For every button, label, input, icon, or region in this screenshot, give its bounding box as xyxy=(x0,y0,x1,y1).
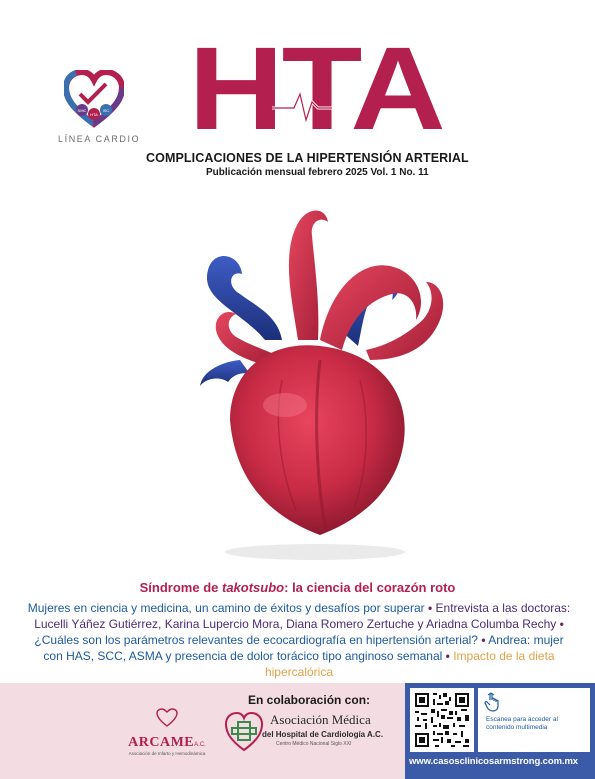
contents-item: Impacto de la dieta hipercalórica xyxy=(264,649,555,679)
main-headline: Síndrome de takotsubo: la ciencia del corazón roto xyxy=(139,580,456,595)
svg-text:SMC: SMC xyxy=(77,108,87,113)
qr-code-icon xyxy=(413,691,471,749)
website-url-link[interactable]: www.casosclinicosarmstrong.com.mx xyxy=(409,756,578,767)
contents-item: ¿Cuáles son los parámetros relevantes de ecocardiografía en hipertensión arterial? xyxy=(34,633,478,647)
arcame-caption: Asociación de Infarto y Hemodinámica xyxy=(128,751,206,756)
contents-item: Entrevista a las doctoras: Lucelli Yáñez Gutiérrez, Karina Lupercio Mora, Diana Romero Zertuche y Ariadna Columba Rechy xyxy=(34,601,571,631)
arcame-logo: ARCAMEA.C. Asociación de Infarto y Hemodinámica xyxy=(122,708,212,764)
scan-instructions: Escanea para acceder al contenido multimedia xyxy=(486,716,558,731)
svg-text:ISC: ISC xyxy=(102,108,110,113)
tap-hand-icon xyxy=(484,692,502,712)
amhc-logo xyxy=(222,706,392,766)
contents-item: Andrea: mujer con HAS, SCC, ASMA y presencia de dolor torácico tipo anginoso semanal xyxy=(43,633,564,663)
amhc-subname: del Hospital de Cardiología A.C. xyxy=(262,730,384,739)
heart-outline-icon xyxy=(155,708,179,728)
medical-cross-heart-icon xyxy=(224,710,264,754)
qr-code[interactable] xyxy=(410,688,474,752)
ecg-line-icon xyxy=(272,86,332,126)
svg-text:HTA: HTA xyxy=(90,112,98,117)
amhc-caption: Centro Médico Nacional Siglo XXI xyxy=(276,741,352,747)
heart-logo-icon xyxy=(64,70,124,128)
masthead-subtitle: COMPLICACIONES DE LA HIPERTENSIÓN ARTERIAL xyxy=(146,151,469,165)
anatomical-heart-illustration xyxy=(170,190,460,570)
table-of-contents: Mujeres en ciencia y medicina, un camino de éxitos y desafíos por superar • Entrevista a las doctoras: Lucelli Yáñez Gutiérrez, Karina Lupercio Mora, Diana Romero Zertuche y Ariadna Columba Rechy • ¿Cuáles son los parámetros relevantes de ecocardiografía en hipertensión arterial? • Andrea: mujer con HAS, SCC, ASMA y presencia de dolor torácico tipo anginoso semanal • Impacto de la dieta hipercalórica xyxy=(27,601,571,679)
contents-item: Mujeres en ciencia y medicina, un camino de éxitos y desafíos por superar xyxy=(27,601,425,615)
amhc-name: Asociación Médica xyxy=(270,712,371,727)
publication-info: Publicación mensual febrero 2025 Vol. 1 No. 11 xyxy=(206,167,429,178)
arcame-name: ARCAME xyxy=(128,735,195,750)
collaboration-label: En colaboración con: xyxy=(248,693,371,707)
masthead-title: HTA xyxy=(188,23,444,155)
linea-cardio-logo xyxy=(58,70,141,144)
brand-tagline: LÍNEA CARDIO xyxy=(58,134,141,144)
